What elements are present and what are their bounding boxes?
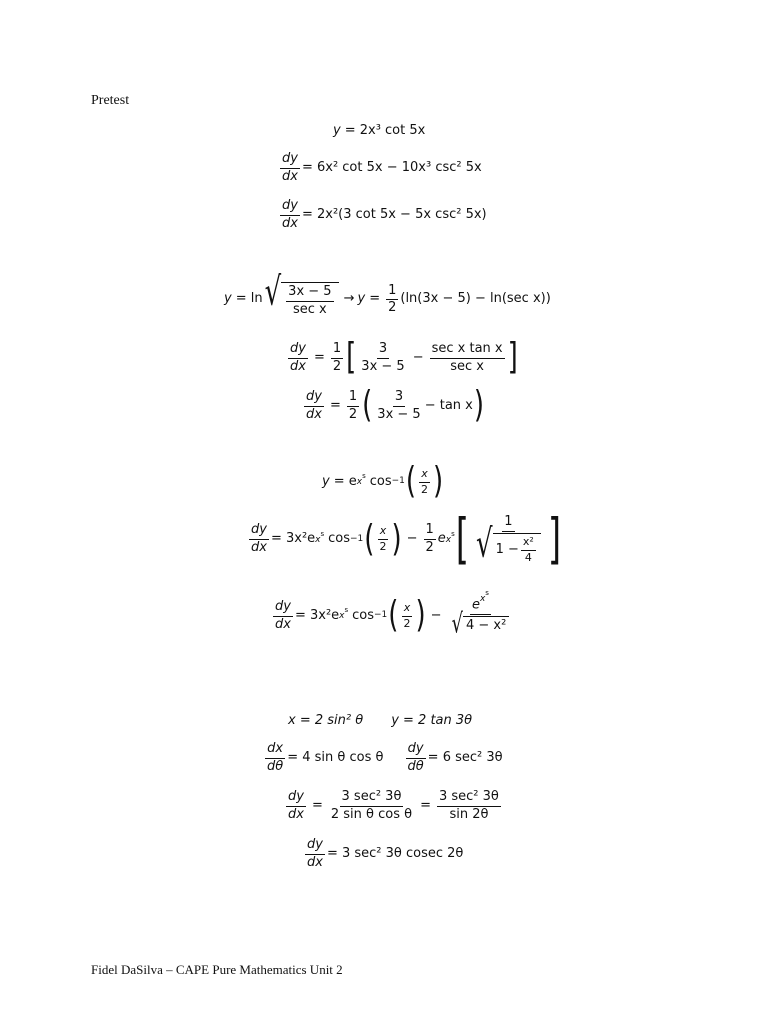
frac-num: x [378,525,389,540]
frac-num: dy [280,152,300,169]
page-heading: Pretest [91,93,130,108]
fraction [375,390,422,423]
derivative-fraction [305,838,325,871]
frac-den: dθ [267,758,284,774]
p4-equation-1 [288,714,472,729]
var-y: y [357,291,366,307]
derivative-fraction [288,342,308,375]
frac-num: x² [521,536,536,551]
derivative-fraction [286,790,306,823]
frac-num: x [402,602,413,617]
p3-equation-1: y = e xs cos $^{-1}$ ( $\frac{x}{2}$ ) [322,461,444,504]
fraction [286,285,333,318]
minus-sign: − [406,531,418,547]
derivative-fraction [280,152,300,185]
minus-sign: − [412,349,424,365]
cos-text: cos [328,531,351,547]
radical-sign-icon: √ [264,270,282,316]
frac-den: dx [251,540,267,556]
fraction [521,536,536,564]
frac-den: dx [288,806,304,822]
radical-sign-icon: √ [476,522,493,568]
implies-arrow: → [343,291,355,307]
p4-result: = 3 sec² 3θ cosec 2θ [326,845,464,861]
derivative-fraction [249,523,269,556]
frac-den [448,608,514,641]
left-bracket-icon: [ [346,337,357,380]
frac-num: dy [304,390,324,407]
right-paren-icon: ) [391,518,402,561]
minus-sign: − [430,607,442,623]
p4-x-def: x = 2 sin² θ [288,713,364,728]
frac-num: sec x tan x [430,342,505,359]
right-paren-icon: ) [433,461,444,504]
p3-equation-3: $\frac{dy}{dx}$ = 3x²e xs cos $^{-1}$ ( $\frac{x}{2}$ ) − exs √ 4 − x² [271,597,515,635]
frac-den: 4 [524,550,532,564]
equals-sign: = [313,349,325,365]
exp-x: x [479,594,486,604]
p4-dxdtheta: = 4 sin θ cos θ [287,749,384,765]
left-bracket-icon: [ [455,507,470,572]
derivative-fraction [265,742,285,775]
fraction [401,602,412,630]
fraction [329,790,414,823]
p2-equation-1 [224,270,551,318]
derivative-fraction [304,390,324,423]
half-fraction [424,523,436,556]
var-y: y [322,473,330,489]
frac-num: 1 [386,284,398,301]
fraction [437,790,501,823]
square-root [264,270,339,318]
frac-den [472,522,545,568]
exp-base: e [437,531,446,547]
square-root [451,608,510,641]
p4-equation-3 [284,790,503,823]
frac-den: 2 [388,300,397,316]
exp-x: x [356,477,363,488]
p2-equation-3 [302,385,485,428]
tan-term: − tan x [424,397,473,413]
p4-y-def: y = 2 tan 3θ [391,713,473,728]
frac-den: sec x [450,358,484,374]
frac-den: 3x − 5 [361,358,405,374]
p4-equation-2 [263,742,503,775]
right-paren-icon: ) [473,385,485,428]
square-root [476,522,541,568]
p1-equation-2 [278,152,482,185]
cos-text: cos [352,607,375,623]
fraction [377,525,388,553]
p1-equation-1 [333,124,425,139]
p2-rhs-1: (ln(3x − 5) − ln(sec x)) [400,291,551,307]
radicand [281,282,338,318]
frac-num: 3 [393,390,405,407]
frac-num: 1 [502,515,514,532]
frac-num: 1 [331,342,343,359]
p1-rhs-2: = 6x² cot 5x − 10x³ csc² 5x [301,159,482,175]
half-fraction [331,342,343,375]
frac-den: dx [307,854,323,870]
frac-num: dy [249,523,269,540]
frac-den: 2 [332,358,342,374]
derivative-fraction [273,600,293,633]
frac-den: dx [306,406,322,422]
frac-den: dθ [407,758,424,774]
exp-base: e [471,597,480,613]
frac-num: 3x − 5 [286,285,333,302]
frac-den: dx [275,616,291,632]
half-fraction [347,390,359,423]
right-paren-icon: ) [415,595,426,638]
right-bracket-icon: ] [507,337,518,380]
var-y: y [333,123,341,138]
p1-equation-3 [278,199,487,232]
radical-sign-icon: √ [451,608,463,641]
fraction [419,468,430,496]
cos-text: cos [369,473,392,489]
frac-den: 2 [348,406,358,422]
fraction [472,514,545,568]
equals-sign: = [329,397,341,413]
left-paren-icon: ( [364,518,375,561]
fraction [430,342,505,375]
derivative-fraction [280,199,300,232]
p4-equation-4 [303,838,463,871]
fraction [448,589,514,641]
left-paren-icon: ( [362,385,373,428]
frac-num: 1 [424,523,436,540]
frac-num: dx [265,742,285,759]
frac-num: 3 [377,342,389,359]
frac-num: exs [470,597,491,615]
frac-den: 2 [403,616,411,630]
frac-den: 3x − 5 [377,406,421,422]
frac-den: 2 [379,540,387,554]
frac-den: 2 [421,482,429,496]
radicand-text: 1 − [495,541,519,557]
frac-den: dx [290,358,306,374]
coefficient-term: = 3x²e [270,531,316,547]
fraction [359,342,406,375]
p1-rhs-1: = 2x³ cot 5x [344,123,426,138]
exp-base: = e [333,473,357,489]
left-paren-icon: ( [405,461,417,504]
frac-num: 1 [347,390,359,407]
frac-den: dx [282,168,298,184]
frac-num: dy [273,600,293,617]
half-fraction [386,284,398,317]
equals-sign: = [369,291,381,307]
frac-den: dx [282,215,298,231]
p2-equation-2 [286,337,519,380]
exp-x: x [315,534,321,545]
frac-num: 3 sec² 3θ [340,790,404,807]
ln-text: = ln [235,291,263,307]
frac-den: 2 [425,540,434,556]
frac-num: dy [288,342,308,359]
equals-sign: = [420,797,431,813]
p3-equation-2: $\frac{dy}{dx}$ = 3x²e xs cos $^{-1}$ ( $\frac{x}{2}$ ) − $\frac{1}{2}$ e xs [ 1 √ 1 − $\frac{\text{x²}}{4}$ ] [251,507,562,572]
frac-num: dy [305,838,325,855]
right-bracket-icon: ] [547,507,562,572]
radicand: 4 − x² [463,616,509,634]
frac-den: sin 2θ [449,806,489,822]
radicand [493,533,541,564]
page-footer: Fidel DaSilva – CAPE Pure Mathematics Unit 2 [91,962,343,977]
frac-den: 2 sin θ cos θ [330,806,413,822]
derivative-fraction [405,742,425,775]
p4-dydtheta: = 6 sec² 3θ [427,749,503,765]
exp-x: x [339,611,345,622]
frac-num: dy [406,742,426,759]
left-paren-icon: ( [388,595,399,638]
coefficient-term: = 3x²e [294,607,340,623]
frac-den: sec x [293,301,327,317]
frac-num: dy [280,199,300,216]
exp-x: x [445,534,452,545]
equals-sign: = [311,797,323,813]
frac-num: x [419,468,430,483]
var-y: y [224,291,232,307]
p1-rhs-3: = 2x²(3 cot 5x − 5x csc² 5x) [301,206,487,222]
frac-num: dy [286,790,306,807]
frac-num: 3 sec² 3θ [437,790,501,807]
